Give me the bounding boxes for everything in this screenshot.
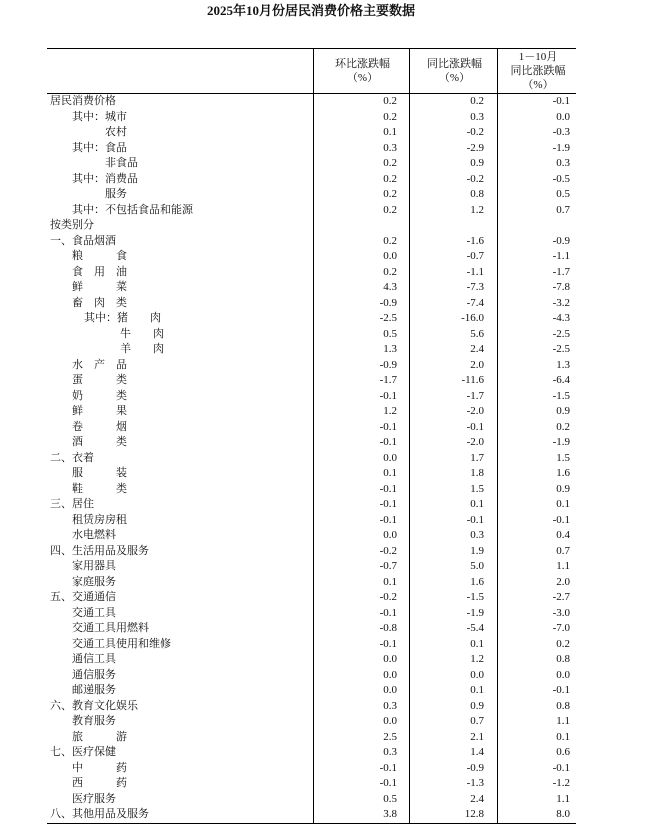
table-row [47,327,576,343]
table-row [47,218,576,234]
table-row [47,745,576,761]
row-label: 六、教育文化娱乐 [50,699,138,712]
page-title: 2025年10月份居民消费价格主要数据 [206,3,415,18]
row-label: 交通工具 [72,606,116,619]
table-row [47,451,576,467]
ytd-value: -0.1 [497,761,576,777]
row-label: 服 装 [72,467,127,479]
table-row [47,234,576,250]
mom-value: -0.1 [313,435,409,451]
row-label: 其中：不包括食品和能源 [72,203,193,216]
table-row [47,544,576,560]
ytd-value: -3.2 [497,296,576,312]
row-label: 鲜 果 [72,405,127,417]
table-row [47,652,576,668]
row-label: 四、生活用品及服务 [50,544,149,557]
ytd-value: 1.3 [497,358,576,374]
yoy-value: -0.9 [409,761,497,777]
table-row [47,404,576,420]
row-label: 其中：猪 肉 [84,312,161,324]
mom-value: 0.1 [313,466,409,482]
mom-value: 0.2 [313,203,409,219]
yoy-value: 5.0 [409,559,497,575]
row-label: 居民消费价格 [50,95,116,107]
header-mom-unit: （%） [346,72,379,84]
row-label: 家用器具 [72,560,116,572]
yoy-value: -1.3 [409,776,497,792]
mom-value: 0.2 [313,94,409,110]
row-label: 粮 食 [72,250,127,262]
yoy-value: 0.9 [409,156,497,172]
row-label: 牛 肉 [120,327,164,340]
yoy-value: 0.3 [409,110,497,126]
ytd-value: -0.9 [497,234,576,250]
ytd-value: 0.2 [497,420,576,436]
row-label: 西 药 [72,777,127,789]
row-label: 鞋 类 [72,482,127,495]
table-row [47,94,576,110]
yoy-value: -0.2 [409,172,497,188]
cpi-table [47,48,576,824]
yoy-value: 1.4 [409,745,497,761]
mom-value: -0.1 [313,776,409,792]
header-ytd-unit: （%） [522,79,554,91]
table-row [47,420,576,436]
row-label: 羊 肉 [120,343,164,355]
table-row [47,249,576,265]
row-label: 其中：食品 [72,141,127,154]
yoy-value: 1.5 [409,482,497,498]
table-row [47,761,576,777]
ytd-value: 0.5 [497,187,576,203]
mom-value: 0.0 [313,652,409,668]
row-label: 七、医疗保健 [50,746,116,758]
mom-value: 0.2 [313,187,409,203]
mom-value: -0.2 [313,590,409,606]
table-row [47,156,576,172]
ytd-value: -1.2 [497,776,576,792]
ytd-value: 0.8 [497,652,576,668]
mom-value: -0.1 [313,513,409,529]
yoy-value: 0.1 [409,497,497,513]
table-row [47,559,576,575]
header-ytd-period: 1－10月 [518,51,558,63]
ytd-value: 0.2 [497,637,576,653]
mom-value [313,218,409,234]
table-row [47,389,576,405]
ytd-value: -3.0 [497,606,576,622]
table-row [47,435,576,451]
header-yoy-unit: （%） [438,72,471,84]
table-row [47,606,576,622]
mom-value: 0.1 [313,125,409,141]
yoy-value: -0.7 [409,249,497,265]
row-label: 交通工具使用和维修 [72,637,171,650]
ytd-value: -2.7 [497,590,576,606]
yoy-value: 0.7 [409,714,497,730]
row-label: 蛋 类 [72,374,127,386]
ytd-value: 1.5 [497,451,576,467]
ytd-value [497,218,576,234]
ytd-value: 0.3 [497,156,576,172]
mom-value: 0.2 [313,110,409,126]
ytd-value: 8.0 [497,807,576,823]
ytd-value: -0.3 [497,125,576,141]
yoy-value: 0.0 [409,668,497,684]
ytd-value: -1.5 [497,389,576,405]
ytd-value: -1.7 [497,265,576,281]
table-row [47,172,576,188]
row-label: 五、交通通信 [50,591,116,603]
ytd-value: -0.1 [497,513,576,529]
header-ytd-line: 同比涨跌幅 [510,65,566,77]
mom-value: -0.1 [313,637,409,653]
mom-value: 0.3 [313,745,409,761]
mom-value: -2.5 [313,311,409,327]
ytd-value: 0.7 [497,544,576,560]
yoy-value: -7.4 [409,296,497,312]
mom-value: -0.1 [313,497,409,513]
mom-value: -0.1 [313,389,409,405]
table-row [47,466,576,482]
mom-value: 0.3 [313,699,409,715]
table-row [47,203,576,219]
ytd-value: -1.1 [497,249,576,265]
mom-value: 0.2 [313,172,409,188]
header-mom-line: 环比涨跌幅 [335,58,390,70]
yoy-value: 1.6 [409,575,497,591]
mom-value: -0.9 [313,296,409,312]
mom-value: 0.0 [313,249,409,265]
yoy-value: -1.1 [409,265,497,281]
header-ytd [497,49,576,93]
yoy-value: -2.0 [409,404,497,420]
header-yoy [409,49,497,93]
row-label: 通信服务 [72,668,116,681]
ytd-value: -6.4 [497,373,576,389]
yoy-value: -16.0 [409,311,497,327]
row-label: 家庭服务 [72,575,116,588]
mom-value: -0.1 [313,420,409,436]
row-label: 卷 烟 [72,420,127,433]
table-row [47,373,576,389]
table-row [47,296,576,312]
table-row [47,497,576,513]
yoy-value: 5.6 [409,327,497,343]
row-label: 水电燃料 [72,529,116,541]
yoy-value: 0.8 [409,187,497,203]
table-body [47,94,576,823]
table-row [47,683,576,699]
yoy-value: -1.6 [409,234,497,250]
mom-value: -0.9 [313,358,409,374]
ytd-value: -0.5 [497,172,576,188]
mom-value: 0.2 [313,265,409,281]
ytd-value: 1.1 [497,714,576,730]
yoy-value: 1.2 [409,652,497,668]
yoy-value: -2.0 [409,435,497,451]
ytd-value: -7.8 [497,280,576,296]
table-row [47,482,576,498]
row-label: 酒 类 [72,436,127,448]
yoy-value: 2.0 [409,358,497,374]
table-row [47,699,576,715]
yoy-value: -7.3 [409,280,497,296]
row-label: 三、居住 [50,498,94,510]
table-row [47,187,576,203]
yoy-value: -0.1 [409,513,497,529]
ytd-value: 1.1 [497,792,576,808]
yoy-value: -1.7 [409,389,497,405]
row-label: 奶 类 [72,389,127,402]
mom-value: 0.2 [313,234,409,250]
mom-value: 0.5 [313,327,409,343]
table-row [47,280,576,296]
mom-value: -0.8 [313,621,409,637]
ytd-value: 0.9 [497,482,576,498]
mom-value: -1.7 [313,373,409,389]
mom-value: 1.2 [313,404,409,420]
mom-value: -0.7 [313,559,409,575]
table-row [47,528,576,544]
yoy-value: 1.9 [409,544,497,560]
mom-value: 4.3 [313,280,409,296]
yoy-value: 1.2 [409,203,497,219]
ytd-value: 2.0 [497,575,576,591]
mom-value: 0.0 [313,528,409,544]
yoy-value: 0.9 [409,699,497,715]
ytd-value: 1.6 [497,466,576,482]
ytd-value: -2.5 [497,327,576,343]
row-label: 中 药 [72,761,127,774]
row-label: 一、食品烟酒 [50,234,116,247]
yoy-value: -2.9 [409,141,497,157]
mom-value: -0.1 [313,606,409,622]
table-row [47,590,576,606]
yoy-value: 0.3 [409,528,497,544]
yoy-value: 2.1 [409,730,497,746]
table-row [47,668,576,684]
table-row [47,792,576,808]
mom-value: 0.5 [313,792,409,808]
ytd-value: 1.1 [497,559,576,575]
yoy-value: -11.6 [409,373,497,389]
header-mom [313,49,409,93]
yoy-value: -0.1 [409,420,497,436]
ytd-value: 0.7 [497,203,576,219]
row-label: 其中：城市 [72,110,127,123]
row-label: 八、其他用品及服务 [50,808,149,820]
yoy-value: 2.4 [409,342,497,358]
row-label: 按类别分 [50,219,94,231]
row-label: 服务 [105,188,127,200]
table-header [47,49,576,94]
mom-value: 0.0 [313,714,409,730]
row-label: 医疗服务 [72,792,116,805]
header-yoy-line: 同比涨跌幅 [427,58,482,70]
table-row [47,730,576,746]
row-label: 二、衣着 [50,451,94,464]
ytd-value: -7.0 [497,621,576,637]
mom-value: -0.1 [313,761,409,777]
ytd-value: -0.1 [497,683,576,699]
yoy-value [409,218,497,234]
ytd-value: -1.9 [497,435,576,451]
ytd-value: -4.3 [497,311,576,327]
yoy-value: 1.7 [409,451,497,467]
table-row [47,637,576,653]
ytd-value: 0.8 [497,699,576,715]
row-label: 食 用 油 [72,265,127,278]
ytd-value: 0.1 [497,730,576,746]
table-row [47,714,576,730]
yoy-value: -5.4 [409,621,497,637]
ytd-value: -1.9 [497,141,576,157]
ytd-value: -2.5 [497,342,576,358]
row-label: 交通工具用燃料 [72,622,149,634]
table-row [47,311,576,327]
row-label: 教育服务 [72,715,116,727]
mom-value: 1.3 [313,342,409,358]
mom-value: 0.1 [313,575,409,591]
table-row [47,141,576,157]
row-label: 鲜 菜 [72,281,127,293]
row-label: 农村 [105,126,127,138]
ytd-value: 0.1 [497,497,576,513]
header-label [47,49,313,93]
yoy-value: 0.2 [409,94,497,110]
mom-value: 0.0 [313,668,409,684]
table-row [47,358,576,374]
ytd-value: 0.9 [497,404,576,420]
row-label: 畜 肉 类 [72,296,127,309]
yoy-value: 0.1 [409,683,497,699]
mom-value: 2.5 [313,730,409,746]
ytd-value: 0.6 [497,745,576,761]
yoy-value: -1.9 [409,606,497,622]
yoy-value: -1.5 [409,590,497,606]
table-row [47,807,576,823]
table-row [47,621,576,637]
mom-value: -0.2 [313,544,409,560]
ytd-value: 0.0 [497,110,576,126]
table-row [47,342,576,358]
table-row [47,513,576,529]
ytd-value: 0.4 [497,528,576,544]
ytd-value: 0.0 [497,668,576,684]
row-label: 水 产 品 [72,358,127,371]
mom-value: 0.0 [313,451,409,467]
ytd-value: -0.1 [497,94,576,110]
row-label: 邮递服务 [72,684,116,696]
table-row [47,110,576,126]
mom-value: 0.0 [313,683,409,699]
table-row [47,265,576,281]
yoy-value: 0.1 [409,637,497,653]
yoy-value: -0.2 [409,125,497,141]
row-label: 非食品 [105,157,138,169]
table-row [47,776,576,792]
row-label: 其中：消费品 [72,172,138,185]
table-row [47,575,576,591]
mom-value: -0.1 [313,482,409,498]
yoy-value: 12.8 [409,807,497,823]
row-label: 租赁房房租 [72,513,127,526]
row-label: 旅 游 [72,730,127,743]
mom-value: 3.8 [313,807,409,823]
yoy-value: 1.8 [409,466,497,482]
yoy-value: 2.4 [409,792,497,808]
mom-value: 0.2 [313,156,409,172]
row-label: 通信工具 [72,653,116,665]
mom-value: 0.3 [313,141,409,157]
table-row [47,125,576,141]
